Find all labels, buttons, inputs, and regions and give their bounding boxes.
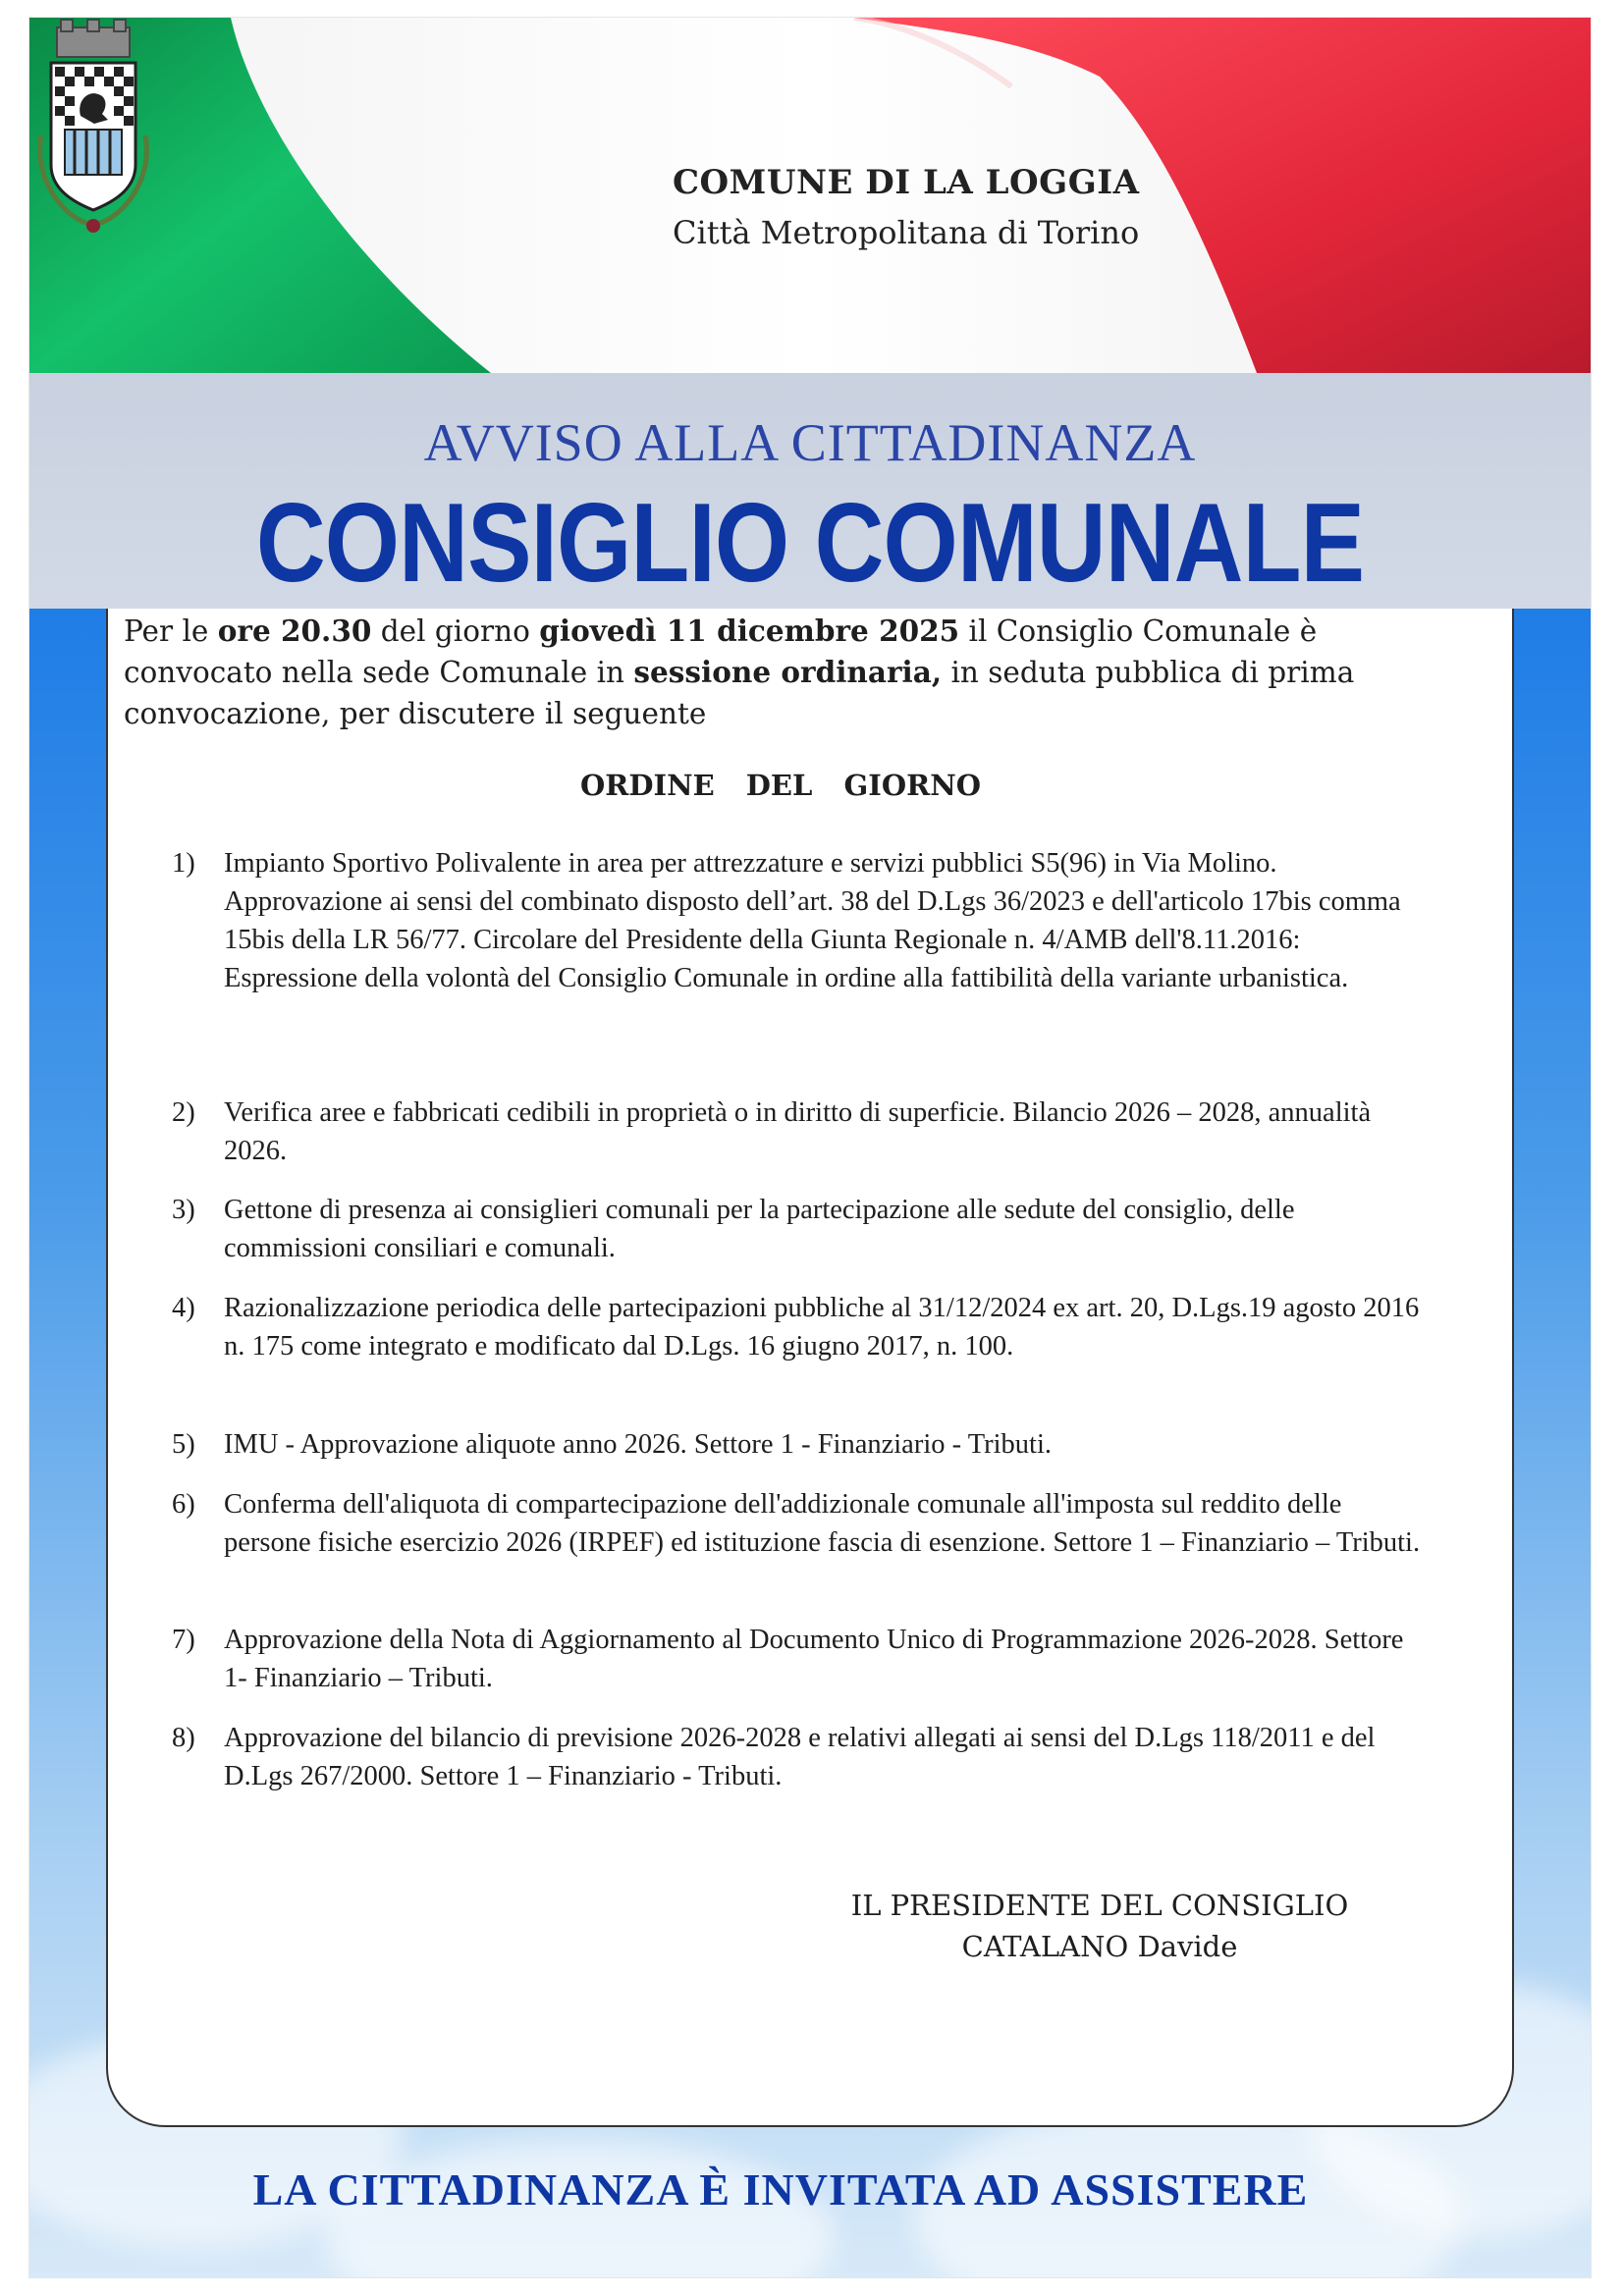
signature-name: CATALANO Davide [961,1930,1238,1963]
signature-block [805,1885,1394,1967]
signature-role: IL PRESIDENTE DEL CONSIGLIO [850,1889,1349,1922]
agenda-heading: ORDINE DEL GIORNO [580,769,981,802]
notice-subtitle: AVVISO ALLA CITTADINANZA [423,413,1197,472]
agenda-item: 8) Approvazione del bilancio di previsione 2026-2028 e relativi allegati ai sensi del D.Lgs 118/2011 e del D.Lgs 267/2000. Settore 1 – Finanziario - Tributi. [172,1723,1376,1791]
agenda-item: 3) Gettone di presenza ai consiglieri comunali per la partecipazione alle sedute del consiglio, delle commissioni consiliari e comunali. [172,1195,1295,1263]
agenda-item: 7) Approvazione della Nota di Aggiornamento al Documento Unico di Programmazione 2026-2028. Settore 1- Finanziario – Tributi. [172,1625,1404,1693]
intro-paragraph: Per le ore 20.30 del giorno giovedì 11 dicembre 2025 il Consiglio Comunale è convocato nella sede Comunale in sessione ordinaria, in seduta pubblica di prima convocazione, per discutere il seguente [124,614,1355,730]
invitation-footer: LA CITTADINANZA È INVITATA AD ASSISTERE [252,2164,1309,2215]
coat-of-arms-icon [29,18,157,243]
agenda-item: 2) Verifica aree e fabbricati cedibili in proprietà o in diritto di superficie. Bilancio 2026 – 2028, annualità 2026. [172,1097,1372,1166]
agenda-item: 1) Impianto Sportivo Polivalente in area per attrezzature e servizi pubblici S5(96) in Via Molino. Approvazione ai sensi del combinato disposto dell’art. 38 del D.Lgs 36/2023 e dell'articolo 17bis comma 15bis della LR 56/77. Circolare del Presidente della Giunta Regionale n. 4/AMB dell'8.11.2016: Espressione della volontà del Consiglio Comunale in ordine alla fattibilità della variante urbanistica. [172,848,1401,993]
page-title: CONSIGLIO COMUNALE [255,481,1365,606]
agenda-item: 4) Razionalizzazione periodica delle partecipazioni pubbliche al 31/12/2024 ex art. 20, D.Lgs.19 agosto 2016 n. 175 come integrato e modificato dal D.Lgs. 16 giugno 2017, n. 100. [172,1293,1420,1362]
italian-flag-header [29,18,1591,373]
agenda-item: 6) Conferma dell'aliquota di compartecipazione dell'addizionale comunale all'imposta sul reddito delle persone fisiche esercizio 2026 (IRPEF) ed istituzione fascia di esenzione. Settore 1 – Finanziario – Tributi. [172,1489,1421,1558]
agenda-item: 5) IMU - Approvazione aliquote anno 2026. Settore 1 - Finanziario - Tributi. [172,1429,1052,1460]
comune-subtitle: Città Metropolitana di Torino [673,214,1140,251]
comune-name: COMUNE DI LA LOGGIA [673,163,1140,202]
